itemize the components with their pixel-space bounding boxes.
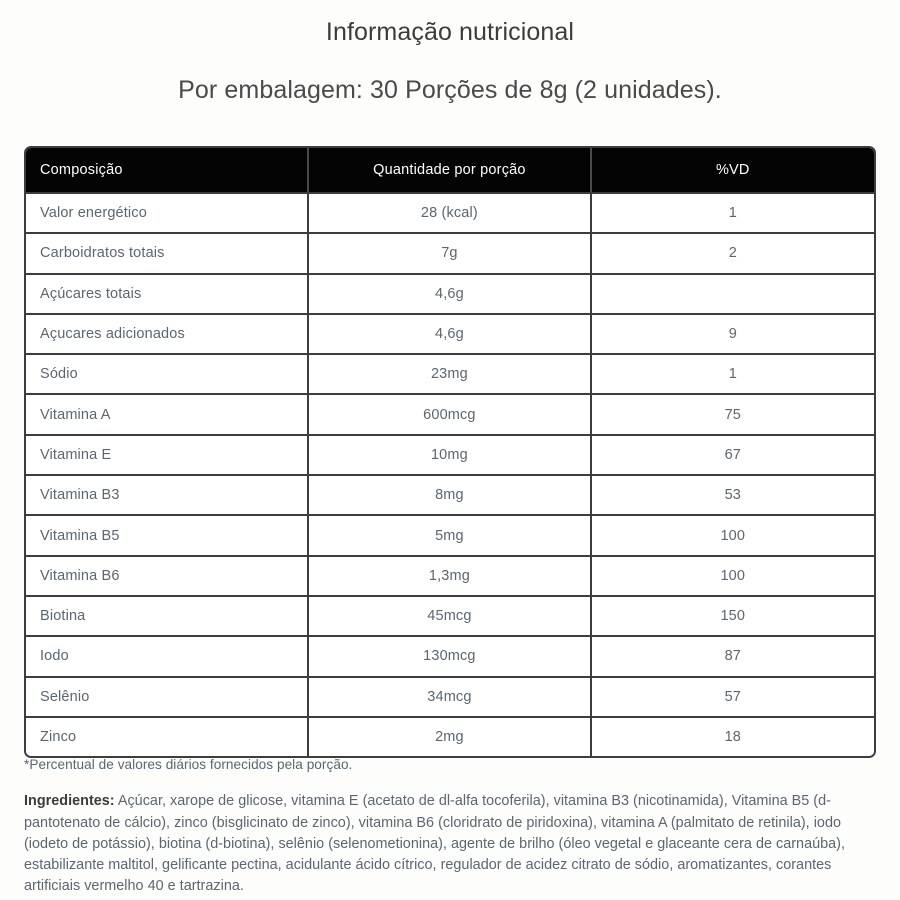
table-cell-composicao: Açucares adicionados <box>26 313 309 353</box>
table-cell-quantidade: 5mg <box>309 514 591 554</box>
table-cell-vd: 75 <box>592 393 874 433</box>
table-header <box>26 148 874 192</box>
column-header-vd: %VD <box>592 148 874 192</box>
table-row <box>26 393 874 433</box>
table-cell-vd: 100 <box>592 555 874 595</box>
table-row <box>26 595 874 635</box>
table-cell-composicao: Zinco <box>26 716 309 756</box>
table-cell-vd: 1 <box>592 192 874 232</box>
table-header-row <box>26 148 874 192</box>
table-cell-quantidade: 600mcg <box>309 393 591 433</box>
serving-subtitle: Por embalagem: 30 Porções de 8g (2 unidades). <box>178 76 722 104</box>
table-row <box>26 474 874 514</box>
table-cell-quantidade: 7g <box>309 232 591 272</box>
table-cell-quantidade: 4,6g <box>309 273 591 313</box>
table-row <box>26 192 874 232</box>
table-cell-composicao: Vitamina A <box>26 393 309 433</box>
table-row <box>26 676 874 716</box>
table-cell-quantidade: 2mg <box>309 716 591 756</box>
table-cell-quantidade: 4,6g <box>309 313 591 353</box>
table-cell-composicao: Selênio <box>26 676 309 716</box>
table-body <box>26 192 874 756</box>
daily-values-footnote: *Percentual de valores diários fornecidos pela porção. <box>24 757 353 772</box>
table-row <box>26 273 874 313</box>
table-cell-vd: 150 <box>592 595 874 635</box>
table-cell-quantidade: 45mcg <box>309 595 591 635</box>
table-cell-vd: 18 <box>592 716 874 756</box>
table-row <box>26 353 874 393</box>
table-cell-composicao: Carboidratos totais <box>26 232 309 272</box>
column-header-composicao: Composição <box>26 148 309 192</box>
table-cell-composicao: Vitamina B3 <box>26 474 309 514</box>
column-header-quantidade: Quantidade por porção <box>309 148 591 192</box>
ingredients-label: Ingredientes: <box>24 793 115 810</box>
ingredients-paragraph <box>24 791 872 897</box>
table-cell-vd: 67 <box>592 434 874 474</box>
table-cell-composicao: Vitamina B5 <box>26 514 309 554</box>
table-cell-vd <box>592 273 874 313</box>
table-cell-vd: 1 <box>592 353 874 393</box>
table-cell-quantidade: 8mg <box>309 474 591 514</box>
table-row <box>26 635 874 675</box>
table-cell-composicao: Sódio <box>26 353 309 393</box>
table-cell-quantidade: 130mcg <box>309 635 591 675</box>
table-cell-composicao: Açúcares totais <box>26 273 309 313</box>
table-cell-quantidade: 10mg <box>309 434 591 474</box>
page-title: Informação nutricional <box>325 18 575 46</box>
table-row <box>26 232 874 272</box>
table-cell-quantidade: 34mcg <box>309 676 591 716</box>
table-cell-vd: 9 <box>592 313 874 353</box>
ingredients-text: Açúcar, xarope de glicose, vitamina E (acetato de dl-alfa tocoferila), vitamina B3 (nicotinamida), Vitamina B5 (d-pantotenato de cálcio), zinco (bisglicinato de zinco), vitamina B6 (cloridrato de piridoxina), vitamina A (palmitato de retinila), iodo (iodeto de potássio), biotina (d-biotina), selênio (selenometionina), agente de brilho (óleo vegetal e glaceante cera de carnaúba), estabilizante maltitol, gelificante pectina, acidulante ácido cítrico, regulador de acidez citrato de sódio, aromatizantes, corantes artificiais vermelho 40 e tartrazina. <box>24 793 846 895</box>
table-cell-vd: 2 <box>592 232 874 272</box>
table-cell-vd: 53 <box>592 474 874 514</box>
table-cell-quantidade: 28 (kcal) <box>309 192 591 232</box>
table-cell-composicao: Valor energético <box>26 192 309 232</box>
table-cell-composicao: Vitamina B6 <box>26 555 309 595</box>
table-row <box>26 434 874 474</box>
table-row <box>26 716 874 756</box>
table-cell-vd: 57 <box>592 676 874 716</box>
table-cell-vd: 87 <box>592 635 874 675</box>
table-cell-vd: 100 <box>592 514 874 554</box>
table-row <box>26 555 874 595</box>
table-cell-composicao: Iodo <box>26 635 309 675</box>
table-cell-quantidade: 23mg <box>309 353 591 393</box>
table-row <box>26 514 874 554</box>
table-row <box>26 313 874 353</box>
table-cell-composicao: Vitamina E <box>26 434 309 474</box>
nutrition-table-container <box>24 146 876 758</box>
table-cell-composicao: Biotina <box>26 595 309 635</box>
nutrition-table <box>24 146 876 758</box>
table-cell-quantidade: 1,3mg <box>309 555 591 595</box>
